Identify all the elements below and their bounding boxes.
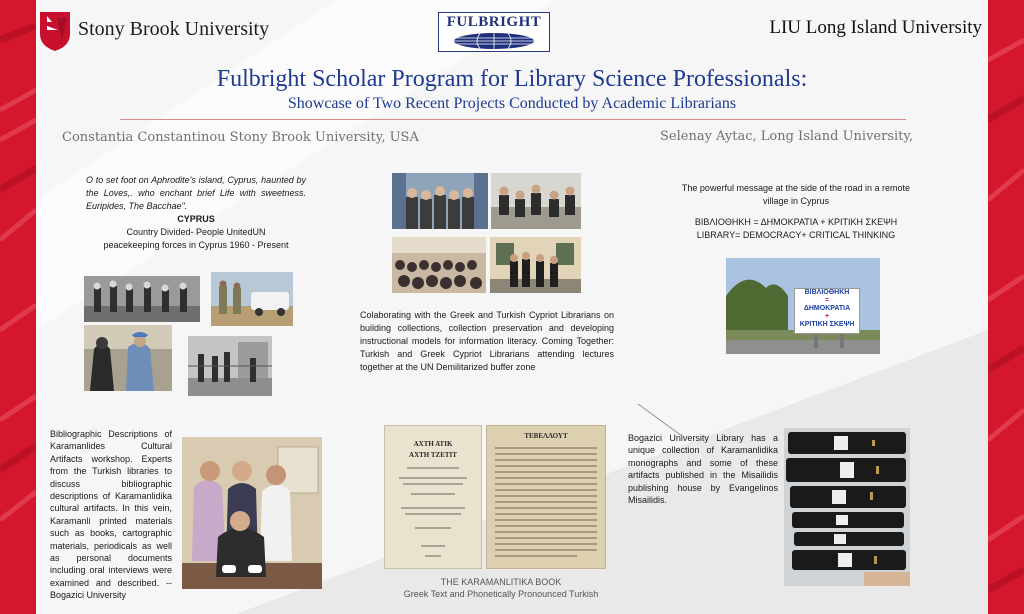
liu-logo-text: LIU Long Island University — [769, 17, 982, 38]
book-page-2-title: ΤΕΒΕΛΛΟΥΤ — [524, 432, 568, 440]
road-sign — [794, 288, 860, 334]
lecture-hall-photo — [392, 237, 486, 293]
poster-title: Fulbright Scholar Program for Library Science Professionals: — [216, 66, 808, 92]
book-caption-subtitle: Greek Text and Phonetically Pronounced Turkish — [403, 589, 599, 599]
sign-democracy: ΔΗΜΟΚΡΑΤΙΑ — [803, 305, 851, 312]
karamanlitika-title-page — [384, 425, 482, 569]
author-left: Constantia Constantinou Stony Brook University, USA — [62, 130, 419, 145]
bibliographic-workshop-text: Bibliographic Descriptions of Karamanlides Cultural Artifacts workshop. Experts from the Turkish libraries to discuss bibliographic descriptions of Karamanlidika cultural artifacts. In this vein, Karamanli printed materials such as books, cartographic materials, periodicals as well as personal documents including oral interviews were examined and described. -- Bogazici University — [50, 429, 172, 601]
book-title-1: ΑΧΤΗ ΑΤΙΚ — [413, 440, 453, 448]
book-title-2: ΑΧΤΗ ΤΖΕΤΙΤ — [409, 451, 457, 459]
librarians-lecture-photo — [491, 173, 581, 229]
text-page-lines — [487, 444, 605, 568]
road-sign-caption: The powerful message at the side of the road in a remote village in Cyprus — [681, 183, 911, 206]
greek-equation: ΒΙΒΛΙΟΘΗΚΗ = ΔΗΜΟΚΡΑΤΙΑ + ΚΡΙΤΙΚΗ ΣΚΕΨΗ — [694, 217, 898, 227]
cyprus-quote-block — [86, 174, 306, 252]
poster-subtitle: Showcase of Two Recent Projects Conducted by Academic Librarians — [287, 95, 737, 112]
stony-brook-logo-text: Stony Brook University — [78, 18, 270, 40]
building-group-photo — [490, 237, 581, 293]
poster — [36, 0, 988, 614]
peacekeepers-photo-1 — [84, 276, 200, 322]
fulbright-logo — [438, 12, 550, 52]
karamanlitika-text-page — [486, 425, 606, 569]
peacekeeper-helping-photo — [84, 325, 172, 391]
title-page-text-lines — [385, 464, 481, 564]
title-divider — [120, 119, 906, 120]
karamanlidika-monographs-photo — [784, 428, 910, 586]
road-sign-message — [674, 182, 918, 242]
fulbright-logo-text: FULBRIGHT — [446, 14, 542, 30]
cyprus-line-1: Country Divided- People UnitedUN — [126, 227, 266, 237]
collaboration-text: Colaborating with the Greek and Turkish Cypriot Librarians on building collections, collection preservation and developing instructional models for information literacy. Coming Together: Turkish and Greek Cypriot Librarians attending lectures together at the UN Demilitarized buffer zone — [360, 310, 614, 372]
road-sign-photo — [726, 258, 880, 354]
book-caption — [376, 576, 626, 600]
cyprus-line-2: peacekeeping forces in Cyprus 1960 - Present — [103, 240, 289, 250]
sign-plus: + — [824, 313, 830, 320]
euripides-quote: O to set foot on Aphrodite's island, Cyprus, haunted by the Loves,. who enchant brief Life with sweetness. Euripides, The Bacchae". — [86, 175, 306, 211]
bogazici-library-text: Bogazici University Library has a unique collection of Karamanlidika monographs and some of these artifacts published in the Misailidis publishing house by Evangelinos Misailidis. — [628, 433, 778, 506]
un-vehicle-photo — [211, 272, 293, 326]
sign-equals: = — [824, 297, 830, 304]
cyprus-heading: CYPRUS — [177, 214, 215, 224]
sign-critical-thinking: ΚΡΙΤΙΚΗ ΣΚΕΨΗ — [799, 321, 855, 328]
stony-brook-shield-icon — [38, 10, 72, 52]
globe-icon — [452, 32, 536, 50]
checkpoint-photo — [188, 336, 272, 396]
sign-library: ΒΙΒΛΙΟΘΗΚΗ — [804, 289, 850, 296]
librarians-group-photo-1 — [392, 173, 488, 229]
author-right: Selenay Aytac, Long Island University, — [660, 129, 914, 144]
book-caption-title: THE KARAMANLITIKA BOOK — [440, 577, 562, 587]
english-equation: LIBRARY= DEMOCRACY+ CRITICAL THINKING — [696, 230, 896, 240]
workshop-group-photo — [182, 437, 322, 589]
